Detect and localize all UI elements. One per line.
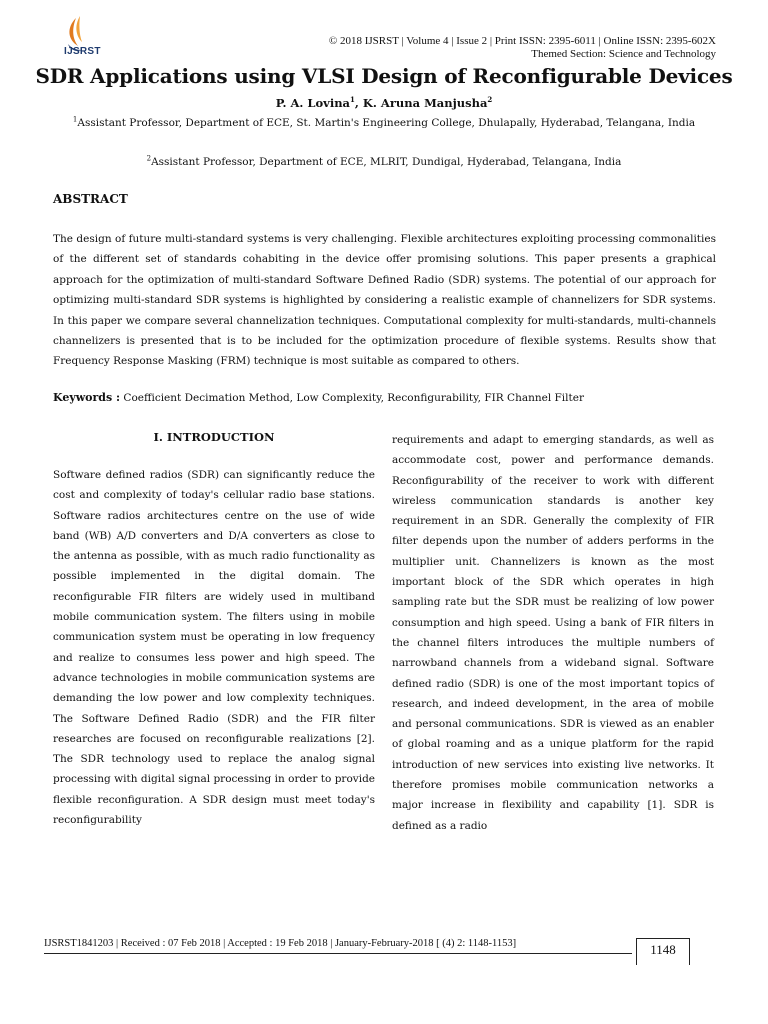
author-name: P. A. Lovina — [275, 96, 351, 110]
affiliation-2 — [52, 152, 716, 172]
keywords — [53, 391, 716, 404]
authors — [0, 96, 768, 110]
affil-text: Assistant Professor, Department of ECE, MLRIT, Dundigal, Hyderabad, Telangana, India — [151, 156, 622, 168]
keywords-label: Keywords : — [53, 391, 121, 404]
journal-meta — [329, 35, 716, 61]
paper-title: SDR Applications using VLSI Design of Reconfigurable Devices — [35, 64, 733, 88]
footer-divider — [44, 953, 632, 954]
affil-marker: 1 — [72, 115, 78, 124]
abstract-heading: ABSTRACT — [53, 192, 128, 206]
section-heading-introduction: I. INTRODUCTION — [153, 430, 275, 444]
meta-line-volume: © 2018 IJSRST | Volume 4 | Issue 2 | Print ISSN: 2395-6011 | Online ISSN: 2395-602X — [328, 35, 716, 47]
affil-text: Assistant Professor, Department of ECE, St. Martin's Engineering College, Dhulapally, Hyderabad, Telangana, India — [77, 117, 696, 129]
affil-marker: 2 — [146, 154, 152, 163]
author-name: K. Aruna Manjusha — [362, 96, 488, 110]
author-separator: , — [354, 96, 363, 110]
abstract-text: The design of future multi-standard systems is very challenging. Flexible architectures exploiting processing commonalities of the different set of standards cohabiting in the device offer promising solutions. This paper presents a graphical approach for the optimization of multi-standard Software Defined Radio (SDR) systems. The potential of our approach for optimizing multi-standard SDR systems is highlighted by considering a realistic example of channelizers for SDR systems. In this paper we compare several channelization techniques. Computational complexity for multi-standards, multi-channels channelizers is presented that is to be included for the optimization procedure of flexible systems. Results show that Frequency Response Masking (FRM) technique is most suitable as compared to others. — [53, 233, 716, 368]
logo-text: IJSRST — [64, 46, 101, 57]
author-affil-marker: 2 — [487, 95, 493, 105]
author-affil-marker: 1 — [350, 95, 355, 105]
footer-citation: IJSRST1841203 | Received : 07 Feb 2018 | Accepted : 19 Feb 2018 | January-February-2018 [ (4) 2: 1148-1153] — [44, 938, 517, 949]
page-number: 1148 — [650, 942, 676, 957]
affiliation-1 — [52, 113, 716, 133]
meta-line-section: Themed Section: Science and Technology — [531, 48, 716, 60]
body-column-right: requirements and adapt to emerging standards, as well as accommodate cost, power and performance demands. Reconfigurability of the receiver to work with different wireless communication standards is another key requirement in an SDR. Generally the complexity of FIR filter depends upon the number of adders performs in the multiplier unit. Channelizers is known as the most important block of the SDR which operates in high sampling rate but the SDR must be realizing of low power consumption and high speed. Using a bank of FIR filters in the channel filters introduces the multiple numbers of narrowband channels from a wideband signal. Software defined radio (SDR) is one of the most important topics of research, and indeed development, in the area of mobile and personal communications. SDR is viewed as an enabler of global roaming and as a unique platform for the rapid introduction of new services into existing live networks. It therefore promises mobile communication networks a major increase in flexibility and capability [1]. SDR is defined as a radio — [392, 434, 714, 832]
keywords-list: Coefficient Decimation Method, Low Complexity, Reconfigurability, FIR Channel Filter — [120, 392, 584, 404]
body-column-left: Software defined radios (SDR) can significantly reduce the cost and complexity of today's cellular radio base stations. Software radios architectures centre on the use of wide band (WB) A/D converters and D/A converters as close to the antenna as possible, with as much radio functionality as possible implemented in the digital domain. The reconfigurable FIR filters are widely used in multiband mobile communication system. The filters using in mobile communication system must be operating in low frequency and realize to consumes less power and high speed. The advance technologies in mobile communication systems are demanding the low power and low complexity techniques. The Software Defined Radio (SDR) and the FIR filter researches are focused on reconfigurable realizations [2]. The SDR technology used to replace the analog signal processing with digital signal processing in order to provide flexible reconfiguration. A SDR design must meet today's reconfigurability — [53, 469, 375, 827]
